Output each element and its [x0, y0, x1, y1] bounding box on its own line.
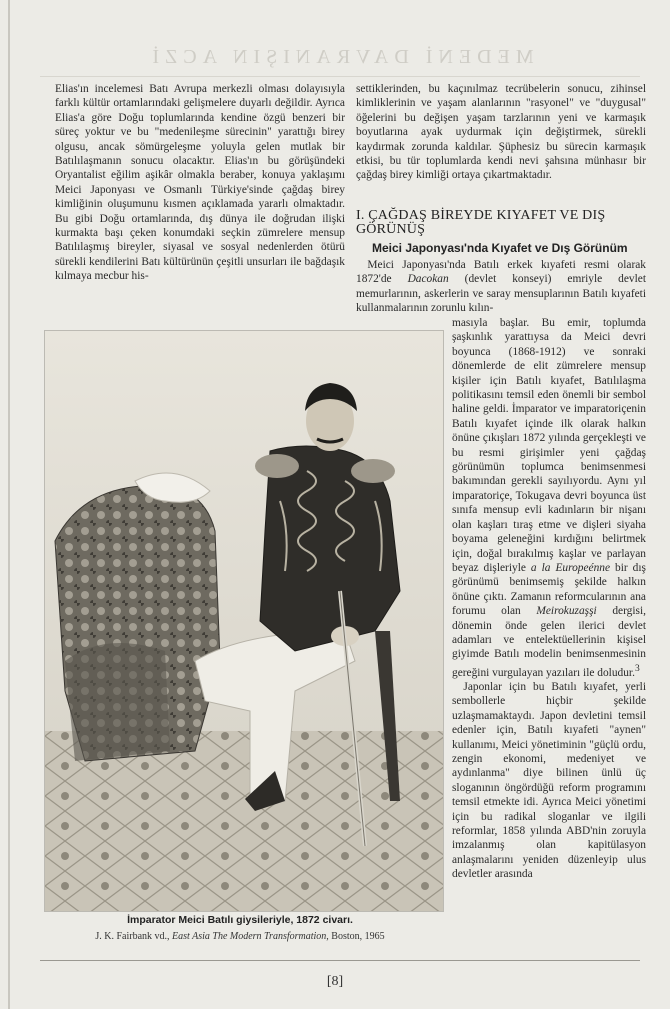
header-rule: [40, 76, 640, 77]
narrow-b: bir dış görünümü benimsemiş şekilde halkın önüne çıktı. Zamanın reformcularının ana forumu olan: [452, 561, 646, 618]
caption-source-place: Boston, 1965: [331, 931, 385, 942]
narrow-p2: Japonlar için bu Batılı kıyafet, yerli sembollerle hiçbir şekilde uzlaşmamaktaydı. Japon devletini temsil edenler için, Batılı kıyafeti "aynen" kullanımı, Meici yönetiminin "güçlü ordu, zengin ekonomi, medeniyet ve aydınlanma" diye bilinen ünlü üç sloganının öngördüğü reform programını temsil etmekte idi. Ayrıca Meici yönetimi için bu radikal sloganlar ve ilgili reformlar, 1858 yılında ABD'nin zoruyla imzalanmış olan kapitülasyon anlaşmalarını yeniden düzenleyip ulus devletler arasında: [452, 680, 646, 881]
caption-source-authors: J. K. Fairbank vd.,: [95, 931, 170, 942]
left-column-text: [55, 82, 345, 284]
right-intro-b: (devlet konseyi) emriyle devlet memurlarının, askerlerin ve saray mensuplarının Batılı kıyafeti kullanmalarının zorunlu kılın-: [356, 273, 646, 315]
footnote-mark: 3: [634, 663, 640, 674]
page-number: [8]: [326, 974, 344, 989]
left-paragraph: Elias'ın incelemesi Batı Avrupa merkezli olması dolayısıyla farklı kültür ortamlarındaki gelişmelere duyarlı değildir. Ayrıca Elias'a göre Doğu toplumlarında kendine özgü benzeri bir süreç yoktur ve bu "medenileşme sürecinin" yarattığı birey olgusu, ancak sömürgeleşme yoluyla gelen mutlak bir Batılılaşmanın sonucu olacaktır. Elias'ın bu görüşündeki Oryantalist eğilim aşikâr olmakla beraber, konuya yaklaşımı Meici Japonyası ve Osmanlı Türkiye'sinde çağdaş birey kimliğinin oluşumunu kısmen açıklamada yararlı olmaktadır. Bu gibi Doğu ortamlarında, dış dünya ile doğrudan ilişki kurmakta başı çeken konumdaki seçkin zümrelere mensup Batılılaşmış bireyler, siyasal ve sosyal nedenlerden ötürü sürekli kendilerini Batı kültürünün çeşitli unsurları ile bağdaşık kılmaya mecbur his-: [55, 83, 345, 283]
right-intro-paragraph: [356, 258, 646, 316]
section-heading: I. ÇAĞDAŞ BİREYDE KIYAFET VE DIŞ GÖRÜNÜŞ: [356, 208, 606, 237]
narrow-paragraph-1: [452, 316, 646, 680]
photo-caption-title: İmparator Meici Batılı giysileriyle, 1872 civarı.: [127, 914, 353, 926]
photo-caption-source: [40, 931, 440, 942]
sub-heading: Meici Japonyası'nda Kıyafet ve Dış Görünüm: [372, 241, 628, 255]
narrow-em2: Meirokuzaşşi: [536, 605, 597, 618]
right-intro-a: Meici Japonyası'nda Batılı erkek kıyafeti resmi olarak 1872'de: [356, 259, 646, 286]
narrow-a: masıyla başlar. Bu emir, toplumda şaşkınlık yarattıysa da Meici devri boyunca (1868-1912) ve sonraki dönemlerde de elit zümrelere mensup kişiler için Batılı kıyafet, Batılılaşma politikasını temsil eden önemli bir sembol haline geldi. İmparator ve imparatoriçenin Batılı kıyafet içinde ilk olarak halkın önüne çıkışları 1872 yılında gerçekleşti ve bu resmi girişimler yeni çağdaş görünümün toplumca benimsenmesi bakımından gerekli sayılıyordu. Aynı yıl imparatoriçe, Tokugava devri boyunca üst sınıfa mensup evli kadınların bir nişanı olan kaşları tıraş etme ve dişleri siyaha boyama geleneğini kırdığını belirtmek için, doğal bırakılmış kaşlar ve parlayan beyaz dişleriyle: [452, 317, 646, 574]
right-column-top-text: [356, 82, 646, 183]
narrow-paragraph-2: [452, 680, 646, 882]
narrow-em1: a la Europeénne: [530, 561, 611, 574]
right-top-paragraph: settiklerinden, bu kaçınılmaz tecrübelerin sonucu, zihinsel kimliklerinin ve yaşam alanlarının "rasyonel" ve "duygusal" öğelerini bu değişen yaşam tarzlarının yeni ve karmaşık boyutlarına ayak uydurmak için değiştirmek, sürekli kaydırmak zorunda kaldılar. Şüphesiz bu sürecin karmaşık etkisi, bu tür toplumlarda kendi nevi şahsına münhasır bir çağdaş birey kimliği ortaya çıkartmaktadır.: [356, 83, 646, 182]
page-edge: [8, 0, 10, 1009]
footer-rule: [40, 960, 640, 961]
emperor-photo-drawing: [45, 331, 443, 911]
narrow-column-text: [452, 316, 646, 882]
narrow-c: dergisi, dönemin önde gelen ilerici devlet adamları ve entelektüellerinin kişisel giyimde Batılı modelin benimsenmesinin gereğini vurgulayan yazıları ile doludur.: [452, 605, 646, 679]
right-intro-em: Dacokan: [407, 273, 449, 286]
right-intro-text: [356, 258, 646, 316]
running-header: MEDENİ DAVRANIŞIN ACZİ: [146, 45, 534, 68]
emperor-photograph: [44, 330, 444, 912]
caption-source-book: East Asia The Modern Transformation,: [172, 931, 329, 942]
